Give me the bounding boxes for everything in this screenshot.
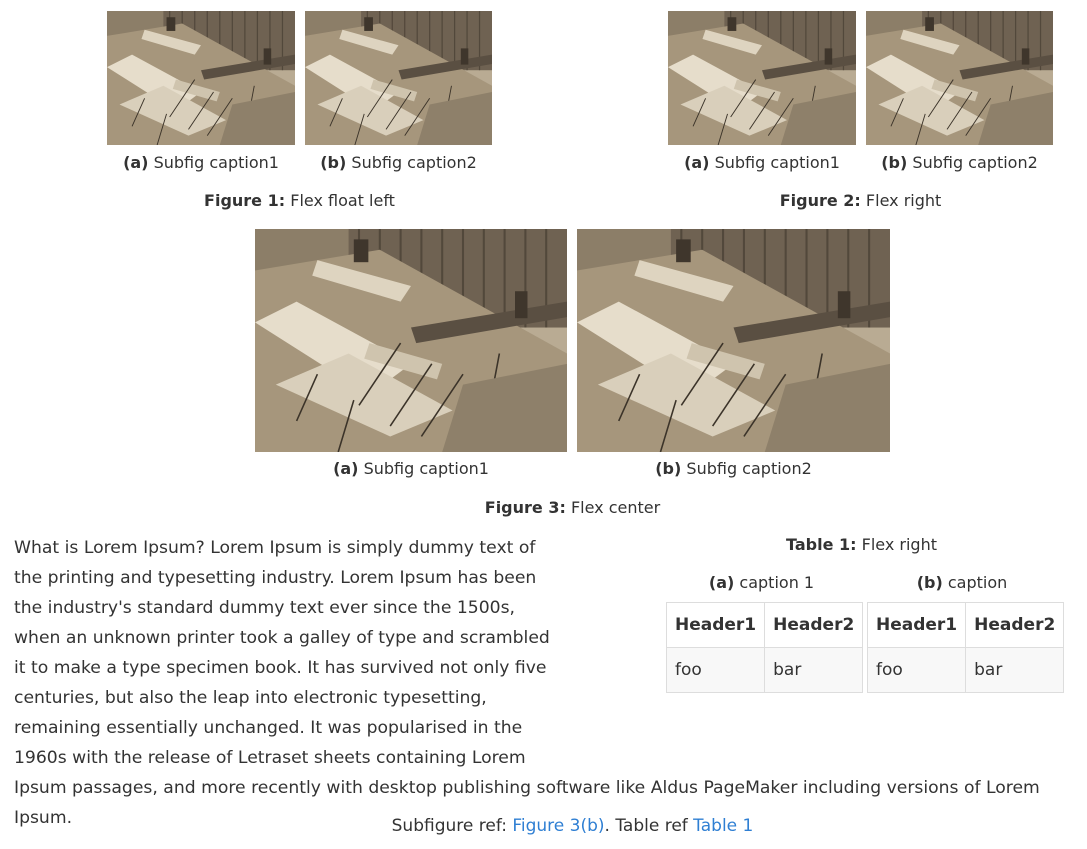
- figure-1-image-b: [305, 11, 492, 145]
- figure-2-caption: Figure 2: Flex right: [779, 191, 942, 210]
- references-line: [0, 816, 1087, 836]
- subtable-b: [867, 602, 1064, 693]
- table-row: [868, 648, 1064, 693]
- figure-2-image-b: [866, 11, 1053, 145]
- figure-1-subcaption-b: (b) Subfig caption2: [320, 153, 477, 172]
- table-header-cell: Header1: [868, 603, 966, 648]
- ref-prefix: Subfigure ref:: [391, 816, 513, 836]
- table-cell: foo: [868, 648, 966, 693]
- table-1-subcaption-b: (b) caption: [916, 573, 1008, 592]
- table-header-row: [868, 603, 1064, 648]
- figure-2-subcaption-a: (a) Subfig caption1: [684, 153, 840, 172]
- ref-middle: . Table ref: [604, 816, 694, 836]
- lorem-paragraph: What is Lorem Ipsum? Lorem Ipsum is simply dummy text of the printing and typesetting industry. Lorem Ipsum has been the industry's standard dummy text ever since the 1500s, when an unknown printer took a galley of type and scrambled it to make a type specimen book. It has survived not only five centuries, but also the leap into electronic typesetting, remaining essentially unchanged. It was popularised in the 1960s with the release of Letraset sheets containing Lorem Ipsum passages, and more recently with desktop publishing software like Aldus PageMaker including versions of Lorem Ipsum.: [14, 538, 1040, 828]
- table-header-cell: Header1: [667, 603, 765, 648]
- figure-3-subcaption-b: (b) Subfig caption2: [655, 459, 812, 478]
- table-1-caption: Table 1: Flex right: [786, 535, 937, 554]
- subtable-a: [666, 602, 863, 693]
- figure-3-subcaption-a: (a) Subfig caption1: [333, 459, 489, 478]
- table-cell: bar: [765, 648, 863, 693]
- figure-3-caption: Figure 3: Flex center: [484, 498, 661, 517]
- table-cell: bar: [966, 648, 1064, 693]
- table-header-cell: Header2: [966, 603, 1064, 648]
- figure-2-image-a: [668, 11, 856, 145]
- figure-3b-link[interactable]: Figure 3(b): [512, 816, 605, 836]
- figure-1-image-a: [107, 11, 295, 145]
- figure-2-subcaption-b: (b) Subfig caption2: [881, 153, 1038, 172]
- figure-3-image-b: [577, 229, 890, 452]
- table-header-cell: Header2: [765, 603, 863, 648]
- figure-1-subcaption-a: (a) Subfig caption1: [123, 153, 279, 172]
- figure-3-image-a: [255, 229, 567, 452]
- table-1-link[interactable]: Table 1: [693, 816, 754, 836]
- table-cell: foo: [667, 648, 765, 693]
- table-header-row: [667, 603, 863, 648]
- figure-1-caption: Figure 1: Flex float left: [204, 191, 395, 210]
- table-1-subcaption-a: (a) caption 1: [708, 573, 815, 592]
- table-row: [667, 648, 863, 693]
